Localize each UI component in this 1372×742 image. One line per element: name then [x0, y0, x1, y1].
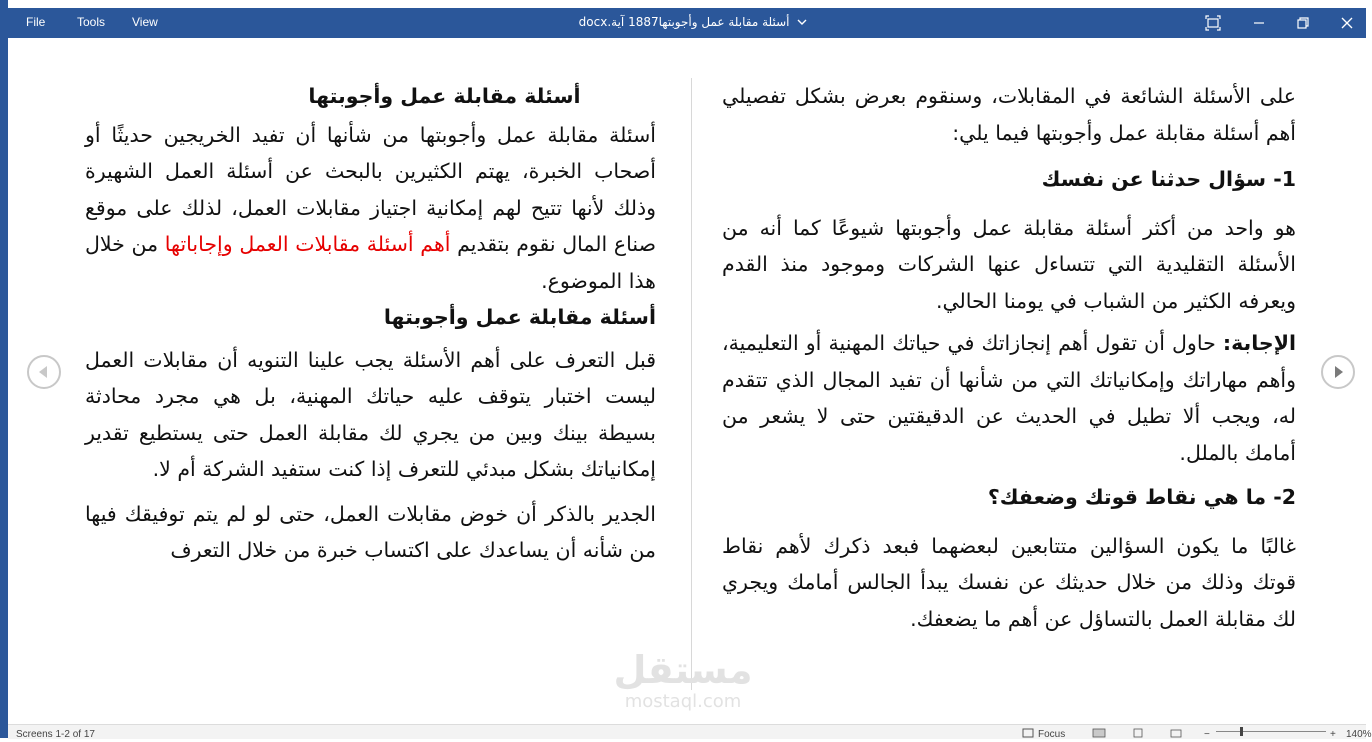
- answer-label: الإجابة:: [1222, 331, 1296, 355]
- zoom-level[interactable]: 140%: [1346, 729, 1372, 740]
- section-heading: 1- سؤال حدثنا عن نفسك: [1041, 167, 1296, 191]
- watermark: [598, 648, 768, 712]
- next-screen-button[interactable]: [1321, 355, 1355, 389]
- zoom-in-button[interactable]: +: [1330, 729, 1336, 740]
- menu-view[interactable]: View: [132, 15, 158, 29]
- arrow-right-icon: [1323, 357, 1353, 387]
- focus-icon[interactable]: [1022, 728, 1034, 742]
- page-divider: [691, 78, 692, 690]
- paragraph-text: من خلال هذا الموضوع.: [85, 232, 656, 293]
- title-bar: [8, 8, 1366, 38]
- document-title-text: أسئلة مقابلة عمل وأجوبتها1887 آية.docx: [578, 15, 790, 29]
- page-heading: أسئلة مقابلة عمل وأجوبتها: [308, 84, 581, 108]
- menu-file[interactable]: File: [26, 15, 46, 29]
- page-left: [85, 78, 656, 569]
- web-layout-icon[interactable]: [1170, 728, 1182, 742]
- screen-count: Screens 1-2 of 17: [16, 729, 95, 740]
- paragraph: الجدير بالذكر أن خوض مقابلات العمل، حتى لو لم يتم توفيقك فيها من شأنه أن يساعدك على اكتساب خبرة من خلال التعرف: [85, 501, 656, 562]
- paragraph-text: أسئلة مقابلة عمل وأجوبتها من شأنها أن تفيد الخريجين حديثًا أو أصحاب الخبرة، يهتم الكثيرين بالبحث عن أسئلة العمل الشهيرة وذلك لأنها تتيح لهم إمكانية اجتياز مقابلات العمل، لذلك على موقع صناع المال نقوم بتقديم: [85, 122, 656, 256]
- print-layout-icon[interactable]: [1132, 728, 1144, 742]
- minimize-icon[interactable]: [1250, 14, 1268, 32]
- window-left-edge: [0, 0, 8, 738]
- watermark-url: mostaql.com: [624, 691, 742, 712]
- arrow-left-icon: [29, 357, 59, 387]
- chevron-down-icon[interactable]: [797, 18, 807, 29]
- restore-icon[interactable]: [1294, 14, 1312, 32]
- zoom-slider-track[interactable]: [1216, 731, 1326, 732]
- answer-text: حاول أن تقول أهم إنجازاتك في حياتك المهنية أو التعليمية، وأهم مهاراتك وإمكانياتك التي من شأنها أن تفيد المجال الذي تتقدم له، ويجب ألا تطيل في الحديث عن الدقيقتين حتى لا يشعر من أمامك بالملل.: [722, 331, 1296, 465]
- fit-screen-icon[interactable]: [1204, 14, 1222, 32]
- section-heading: 2- ما هي نقاط قوتك وضعفك؟: [987, 485, 1296, 509]
- page-right: [722, 78, 1296, 637]
- menu-tools[interactable]: Tools: [77, 15, 106, 29]
- close-icon[interactable]: [1338, 14, 1356, 32]
- zoom-out-button[interactable]: −: [1204, 729, 1210, 740]
- section-heading: أسئلة مقابلة عمل وأجوبتها: [383, 305, 656, 329]
- paragraph: هو واحد من أكثر أسئلة مقابلة عمل وأجوبتها شيوعًا كما أنه من الأسئلة التقليدية التي تتساءل عنها الشركات وموجود منذ القدم ويعرفه الكثير من الشباب في يومنا الحالي.: [722, 215, 1296, 313]
- read-mode-icon[interactable]: [1092, 728, 1106, 742]
- paragraph: غالبًا ما يكون السؤالين متتابعين لبعضهما فبعد ذكرك لأهم نقاط قوتك وذلك من خلال حديثك عن نفسك يبدأ الجالس أمامك ويجري لك مقابلة العمل بالتساؤل عن أهم ما يضعفك.: [722, 533, 1296, 631]
- highlighted-link[interactable]: أهم أسئلة مقابلات العمل وإجاباتها: [164, 232, 451, 256]
- paragraph: [722, 325, 1296, 471]
- paragraph: قبل التعرف على أهم الأسئلة يجب علينا التنويه أن مقابلات العمل ليست اختبار يتوقف عليه حياتك المهنية، بل هي مجرد محادثة بسيطة بينك وبين من يجري لك مقابلة العمل حتى يستطيع تقدير إمكانياتك بشكل مبدئي للتعرف إذا كنت ستفيد الشركة أم لا.: [85, 347, 656, 481]
- zoom-slider-thumb[interactable]: [1240, 727, 1243, 736]
- paragraph: [85, 117, 656, 300]
- focus-button[interactable]: Focus: [1038, 729, 1066, 740]
- previous-screen-button[interactable]: [27, 355, 61, 389]
- watermark-logo: مستقل: [613, 648, 753, 692]
- paragraph: على الأسئلة الشائعة في المقابلات، وسنقوم بعرض بشكل تفصيلي أهم أسئلة مقابلة عمل وأجوبتها فيما يلي:: [722, 84, 1296, 145]
- status-bar: [8, 724, 1372, 740]
- document-title[interactable]: [568, 15, 818, 29]
